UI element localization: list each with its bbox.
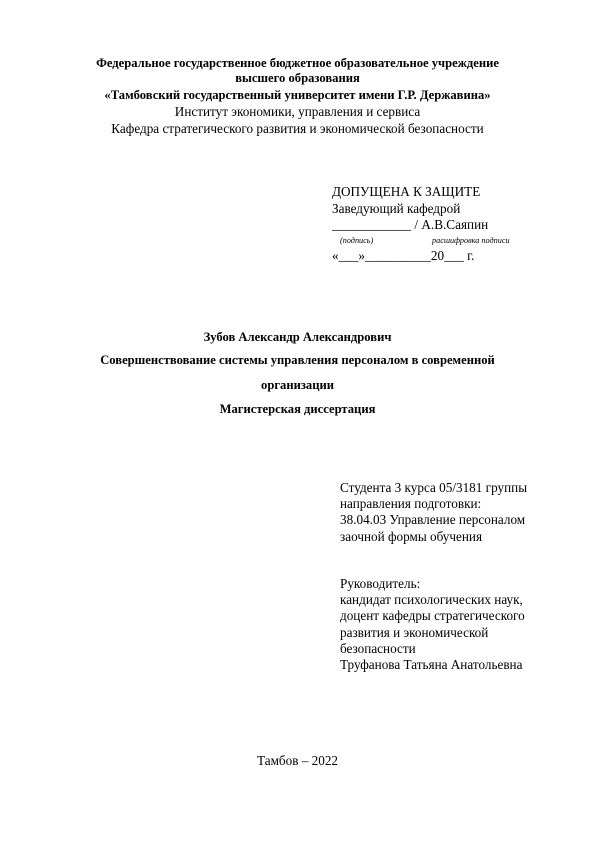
supervisor-name: Труфанова Татьяна Анатольевна bbox=[340, 657, 523, 673]
student-course-group: Студента 3 курса 05/3181 группы bbox=[340, 480, 528, 495]
approval-position: Заведующий кафедрой bbox=[332, 201, 461, 216]
approval-date-line: «___»__________20___ г. bbox=[332, 248, 475, 263]
signature-hint: (подпись) bbox=[340, 236, 374, 245]
department-name: Кафедра стратегического развития и экономической безопасности bbox=[111, 121, 484, 136]
student-study-form: заочной формы обучения bbox=[340, 528, 483, 544]
supervisor-degree: кандидат психологических наук, bbox=[340, 592, 523, 608]
institution-type: Федеральное государственное бюджетное образовательное учреждение bbox=[96, 56, 499, 70]
thesis-title-line-1: Совершенствование системы управления персоналом в современной bbox=[100, 353, 495, 367]
supervisor-position-2: развития и экономической bbox=[340, 624, 489, 640]
student-direction-label: направления подготовки: bbox=[340, 496, 482, 512]
city-year: Тамбов – 2022 bbox=[256, 753, 339, 768]
university-name: «Тамбовский государственный университет имени Г.Р. Державина» bbox=[104, 88, 491, 102]
student-info bbox=[340, 480, 527, 545]
decoding-hint: расшифровка подписи bbox=[432, 236, 510, 245]
supervisor-position-3: безопасности bbox=[340, 640, 416, 656]
work-type: Магистерская диссертация bbox=[219, 402, 376, 416]
student-direction: 38.04.03 Управление персоналом bbox=[340, 512, 526, 528]
author-name: Зубов Александр Александрович bbox=[203, 330, 392, 344]
supervisor-position-1: доцент кафедры стратегического bbox=[340, 608, 525, 624]
education-level: высшего образования bbox=[235, 71, 360, 85]
supervisor-label: Руководитель: bbox=[340, 576, 421, 591]
approval-signature-line: ____________ / А.В.Саяпин bbox=[332, 217, 489, 232]
institute-name: Институт экономики, управления и сервиса bbox=[174, 104, 421, 119]
supervisor-info bbox=[340, 576, 525, 673]
thesis-title-line-2: организации bbox=[261, 378, 334, 392]
approval-title: ДОПУЩЕНА К ЗАЩИТЕ bbox=[332, 184, 481, 199]
